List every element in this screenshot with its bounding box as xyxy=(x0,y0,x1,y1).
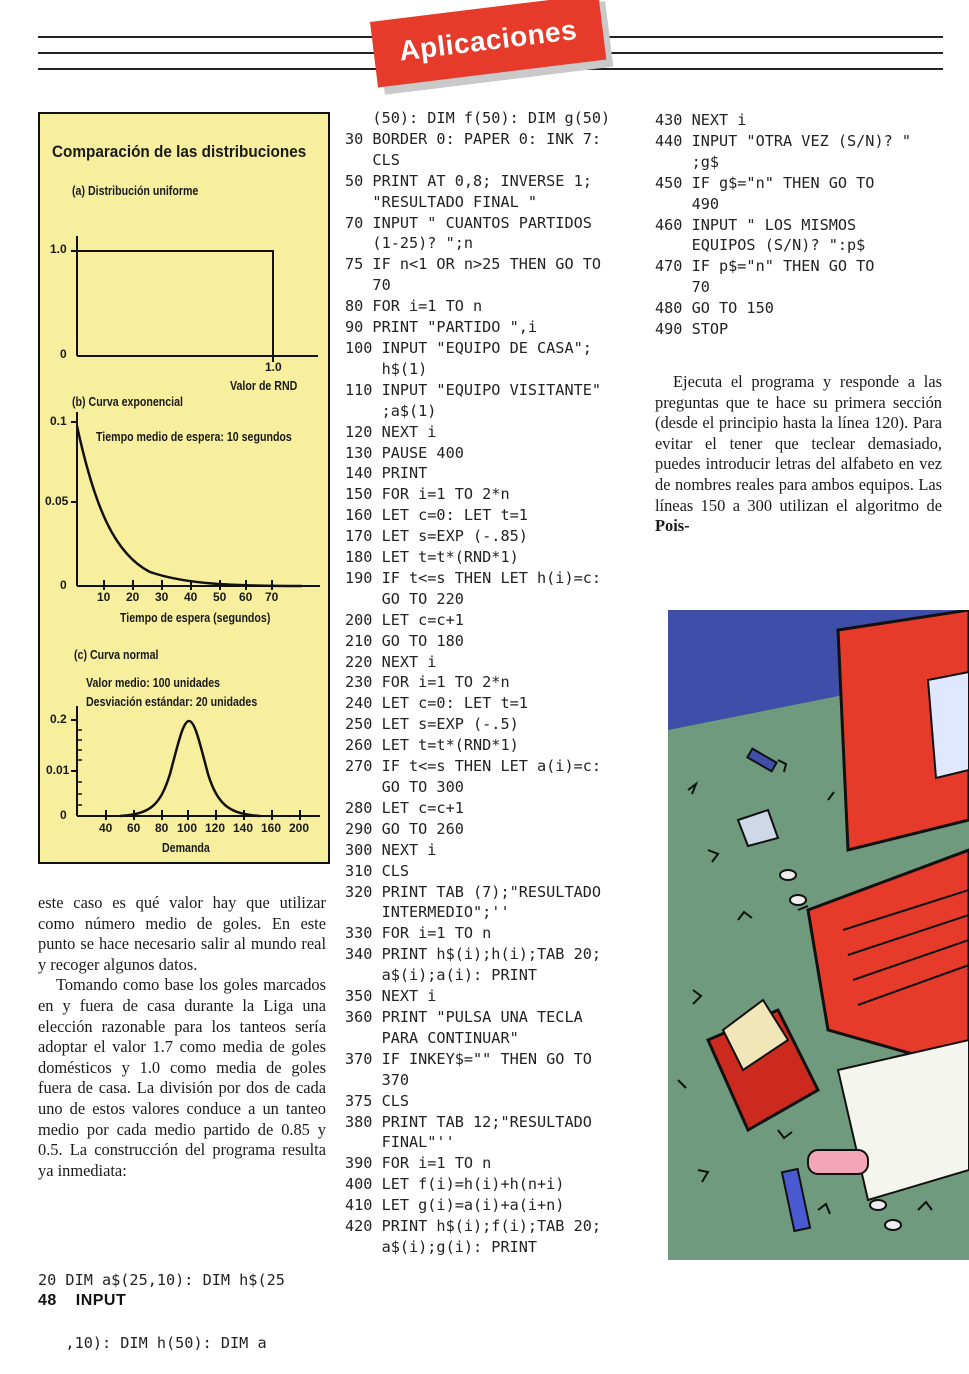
panel-b-ytick-zero: 0 xyxy=(60,578,67,592)
code-line: 330 FOR i=1 TO n xyxy=(345,924,492,943)
panel-c-xcaption: Demanda xyxy=(162,841,210,855)
code-line: 190 IF t<=s THEN LET h(i)=c: xyxy=(345,568,602,587)
code-line: 420 PRINT h$(i);f(i);TAB 20; xyxy=(345,1217,602,1236)
code-line: 250 LET s=EXP (-.5) xyxy=(345,715,519,734)
panel-b-xtick: 70 xyxy=(265,590,279,604)
paragraph-bold: Pois- xyxy=(655,516,690,536)
code-line: h$(1) xyxy=(345,359,428,378)
panel-b-xtick: 10 xyxy=(97,590,111,604)
code-line: 360 PRINT "PULSA UNA TECLA xyxy=(345,1007,583,1026)
code-line: 460 INPUT " LOS MISMOS xyxy=(655,215,857,234)
code-line: 200 LET c=c+1 xyxy=(345,610,464,629)
panel-b-note: Tiempo medio de espera: 10 segundos xyxy=(96,430,292,444)
code-line: INTERMEDIO";'' xyxy=(345,903,510,922)
panel-a-label: (a) Distribución uniforme xyxy=(72,184,199,198)
panel-c-axes xyxy=(71,706,320,816)
panel-b-xcaption: Tiempo de espera (segundos) xyxy=(120,611,271,625)
code-line: 300 NEXT i xyxy=(345,840,437,859)
panel-a-ytick-top: 1.0 xyxy=(50,242,67,256)
code-line: 370 IF INKEY$="" THEN GO TO xyxy=(345,1049,592,1068)
panel-b-ytick-mid: 0.05 xyxy=(45,494,69,508)
paragraph xyxy=(655,372,942,537)
exponential-curve xyxy=(77,426,302,586)
panel-c-note1: Valor medio: 100 unidades xyxy=(86,676,221,690)
panel-c-note2: Desviación estándar: 20 unidades xyxy=(86,695,258,709)
code-line: 350 NEXT i xyxy=(345,987,437,1006)
code-line: 240 LET c=0: LET t=1 xyxy=(345,694,528,713)
panel-c-xtick: 120 xyxy=(205,821,226,835)
code-line: 75 IF n<1 OR n>25 THEN GO TO xyxy=(345,255,602,274)
code-line: ;g$ xyxy=(655,152,720,171)
code-line: 375 CLS xyxy=(345,1091,410,1110)
code-line: (50): DIM f(50): DIM g(50) xyxy=(345,109,611,127)
code-line: a$(i);g(i): PRINT xyxy=(345,1237,538,1256)
code-line: a$(i);a(i): PRINT xyxy=(345,966,538,985)
section-banner xyxy=(370,0,606,88)
code-line: 440 INPUT "OTRA VEZ (S/N)? " xyxy=(655,131,912,150)
panel-b-ytick-top: 0.1 xyxy=(50,414,67,428)
illustration-art xyxy=(668,610,969,1260)
code-line: 310 CLS xyxy=(345,861,410,880)
panel-b-label: (b) Curva exponencial xyxy=(72,395,184,409)
code-listing-middle xyxy=(345,108,610,1258)
panel-c-xtick: 200 xyxy=(289,821,310,835)
page-footer xyxy=(38,1292,126,1310)
panel-b-xtick: 20 xyxy=(126,590,140,604)
distribution-figure xyxy=(38,112,330,864)
panel-c-label: (c) Curva normal xyxy=(74,648,159,662)
code-line: 490 STOP xyxy=(655,320,729,339)
code-line: 160 LET c=0: LET t=1 xyxy=(345,506,528,525)
code-line: 90 PRINT "PARTIDO ",i xyxy=(345,318,538,337)
panel-a-ytick-zero: 0 xyxy=(60,347,67,361)
section-title: Aplicaciones xyxy=(397,13,579,67)
panel-c-ytick-top: 0.2 xyxy=(50,712,67,726)
code-line: 180 LET t=t*(RND*1) xyxy=(345,548,519,567)
code-line: 150 FOR i=1 TO 2*n xyxy=(345,485,510,504)
code-line: 280 LET c=c+1 xyxy=(345,798,464,817)
panel-c-xtick: 140 xyxy=(233,821,254,835)
panel-a-xtick: 1.0 xyxy=(265,360,282,374)
code-line: 170 LET s=EXP (-.85) xyxy=(345,527,528,546)
code-line: 450 IF g$="n" THEN GO TO xyxy=(655,173,875,192)
code-line: 220 NEXT i xyxy=(345,652,437,671)
right-column-text xyxy=(655,372,942,537)
code-line: PARA CONTINUAR" xyxy=(345,1028,519,1047)
panel-c-xtick: 80 xyxy=(155,821,169,835)
code-line: 140 PRINT xyxy=(345,464,428,483)
code-line: 410 LET g(i)=a(i)+a(i+n) xyxy=(345,1196,565,1215)
code-line: CLS xyxy=(345,150,400,169)
panel-c-xtick: 60 xyxy=(127,821,141,835)
paragraph-text: Ejecuta el programa y responde a las preguntas que te hace su primera sección (desde el principio hasta la línea 120). Para evitar el tener que teclear demasiado, puedes introducir letras del alfabeto en vez de nombres reales para ambos equipos. Las líneas 150 a 300 utilizan el algoritmo de xyxy=(655,372,942,515)
code-line: 380 PRINT TAB 12;"RESULTADO xyxy=(345,1112,592,1131)
code-line: 390 FOR i=1 TO n xyxy=(345,1154,492,1173)
code-line: 80 FOR i=1 TO n xyxy=(345,297,483,316)
code-listing-right xyxy=(655,110,911,340)
code-line: 290 GO TO 260 xyxy=(345,819,464,838)
code-line: 470 IF p$="n" THEN GO TO xyxy=(655,257,875,276)
uniform-curve xyxy=(77,251,273,356)
code-line: 110 INPUT "EQUIPO VISITANTE" xyxy=(345,380,602,399)
code-line: 100 INPUT "EQUIPO DE CASA"; xyxy=(345,338,592,357)
code-line: FINAL"'' xyxy=(345,1133,455,1152)
code-line: 20 DIM a$(25,10): DIM h$(25 xyxy=(38,1270,285,1289)
code-line: GO TO 220 xyxy=(345,589,464,608)
code-line: ,10): DIM h(50): DIM a xyxy=(38,1333,267,1352)
panel-c-ytick-zero: 0 xyxy=(60,808,67,822)
panel-c-xtick: 40 xyxy=(99,821,113,835)
panel-b-xtick: 50 xyxy=(213,590,227,604)
code-line: 50 PRINT AT 0,8; INVERSE 1; xyxy=(345,171,592,190)
code-line: 70 xyxy=(655,278,710,297)
code-line: 270 IF t<=s THEN LET a(i)=c: xyxy=(345,757,602,776)
code-line: 490 xyxy=(655,194,720,213)
code-line: 480 GO TO 150 xyxy=(655,299,774,318)
code-line: 70 xyxy=(345,276,391,295)
code-line: 400 LET f(i)=h(i)+h(n+i) xyxy=(345,1175,565,1194)
code-line: 210 GO TO 180 xyxy=(345,631,464,650)
panel-c-xtick: 100 xyxy=(177,821,198,835)
figure-title: Comparación de las distribuciones xyxy=(52,142,307,161)
panel-b-xtick: 60 xyxy=(239,590,253,604)
page-number: 48 xyxy=(38,1292,57,1309)
code-line: 320 PRINT TAB (7);"RESULTADO xyxy=(345,882,602,901)
code-line: 370 xyxy=(345,1070,410,1089)
left-column-text xyxy=(38,893,326,1181)
figure-plots xyxy=(40,114,332,866)
panel-a-axes xyxy=(71,236,318,362)
normal-curve xyxy=(120,721,260,816)
code-line: 130 PAUSE 400 xyxy=(345,443,464,462)
panel-c-xtick: 160 xyxy=(261,821,282,835)
computer-illustration xyxy=(668,610,969,1260)
code-line: 430 NEXT i xyxy=(655,111,747,129)
code-line: ;a$(1) xyxy=(345,401,437,420)
code-line: 120 NEXT i xyxy=(345,422,437,441)
panel-a-xcaption: Valor de RND xyxy=(230,379,298,393)
code-line: 30 BORDER 0: PAPER 0: INK 7: xyxy=(345,129,602,148)
paragraph: Tomando como base los goles marcados en y fuera de casa durante la Liga una elección razonable para los tanteos sería adoptar el valor 1.7 como media de goles domésticos y 1.0 como media de goles fuera de casa. La división por dos de cada uno de estos valores conduce a un tanteo medio por cada medio partido de 0.85 y 0.5. La construcción del programa resulta ya inmediata: xyxy=(38,975,326,1180)
code-line: GO TO 300 xyxy=(345,778,464,796)
code-line: 230 FOR i=1 TO 2*n xyxy=(345,673,510,692)
magazine-name: INPUT xyxy=(75,1292,127,1309)
panel-c-ytick-mid: 0.01 xyxy=(46,763,70,777)
code-line: 340 PRINT h$(i);h(i);TAB 20; xyxy=(345,945,602,964)
code-line: EQUIPOS (S/N)? ":p$ xyxy=(655,236,866,255)
panel-b-xtick: 30 xyxy=(155,590,169,604)
code-line: 70 INPUT " CUANTOS PARTIDOS xyxy=(345,213,592,232)
panel-b-xtick: 40 xyxy=(184,590,198,604)
code-line: (1-25)? ";n xyxy=(345,234,474,253)
paragraph: este caso es qué valor hay que utilizar como número medio de goles. En este punto se hace necesario salir al mundo real y recoger algunos datos. xyxy=(38,893,326,974)
code-line: 260 LET t=t*(RND*1) xyxy=(345,736,519,755)
code-line: "RESULTADO FINAL " xyxy=(345,192,538,211)
